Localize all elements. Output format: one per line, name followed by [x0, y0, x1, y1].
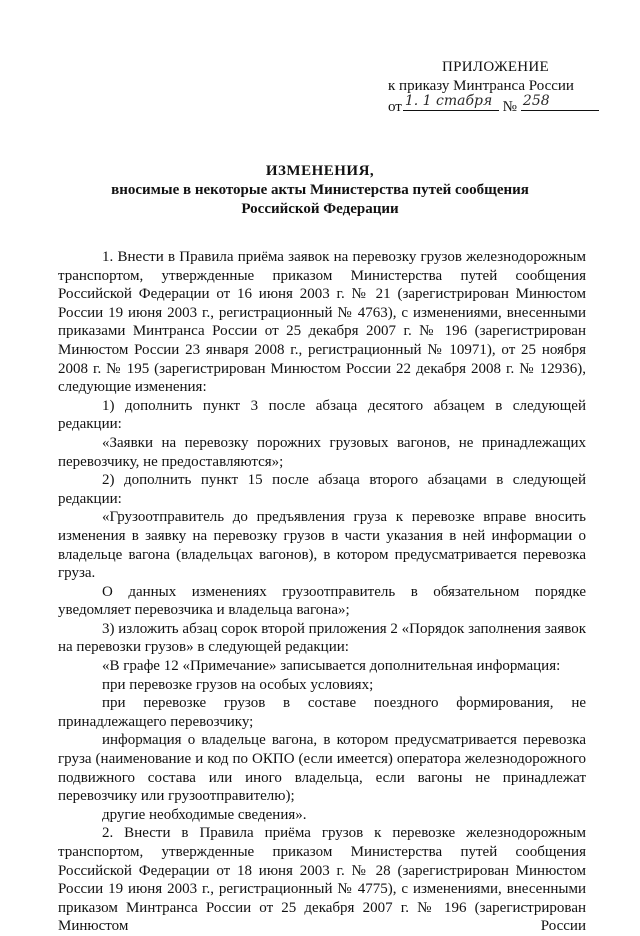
document-heading: [40, 162, 600, 219]
heading-subtitle-line-1: вносимые в некоторые акты Министерства путей сообщения: [111, 182, 529, 198]
number-prefix: №: [502, 99, 517, 115]
paragraph-quote-2-continued: О данных изменениях грузоотправитель в обязательном порядке уведомляет перевозчика и владельца вагона»;: [58, 583, 586, 619]
appendix-date-number-line: [388, 93, 603, 117]
paragraph-special-conditions: при перевозке грузов на особых условиях;: [102, 676, 374, 693]
paragraph-quote-2: «Грузоотправитель до предъявления груза к перевозке вправе вносить изменения в заявку на перевозку грузов в части указания в ней информации о владельце вагона (владельцах вагонов), в котором предусматривается перевозка груза.: [58, 509, 586, 582]
paragraph-item-2: 2. Внести в Правила приёма грузов к перевозке железнодорожным транспортом, утвержденные приказом Министерства путей сообщения Российской Федерации от 18 июня 2003 г. № 28 (зарегистрирован Минюстом России 19 июня 2003 г., регистрационный № 4775), с изменениями, внесенными приказом Минтранса России от 25 декабря 2007 г. № 196 (зарегистрирован Минюстом России: [58, 825, 586, 935]
paragraph-quote-3: «В графе 12 «Примечание» записывается дополнительная информация:: [102, 658, 561, 675]
date-prefix: от: [388, 99, 402, 115]
date-field: [403, 93, 499, 111]
paragraph-wagon-owner-info: информация о владельце вагона, в котором предусматривается перевозка груза (наименование и код по ОКПО (если имеется) оператора железнодорожного подвижного состава или иного владельца, если вагоны не принадлежат перевозчику или грузоотправителю);: [58, 732, 586, 805]
heading-subtitle-line-2: Российской Федерации: [241, 201, 399, 217]
paragraph-item-1: 1. Внести в Правила приёма заявок на перевозку грузов железнодорожным транспортом, утвержденные приказом Министерства путей сообщения Российской Федерации от 16 июня 2003 г. № 21 (зарегистрирован Минюстом России 19 июня 2003 г., регистрационный № 4763), с изменениями, внесенными приказами Минтранса России от 25 декабря 2007 г. № 196 (зарегистрирован Минюстом России 23 января 2008 г., регистрационный № 10971), от 25 ноября 2008 г. № 195 (зарегистрирован Минюстом России 22 декабря 2008 г. № 12936), следующие изменения:: [58, 249, 586, 396]
paragraph-other-info: другие необходимые сведения».: [102, 806, 307, 823]
handwritten-date: 1. 1 стабря: [404, 93, 493, 109]
paragraph-subitem-3: 3) изложить абзац сорок второй приложения 2 «Порядок заполнения заявок на перевозки грузов» в следующей редакции:: [58, 620, 586, 656]
paragraph-subitem-1: 1) дополнить пункт 3 после абзаца десятого абзацем в следующей редакции:: [58, 397, 586, 433]
appendix-order-line: к приказу Минтранса России: [388, 78, 574, 94]
paragraph-train-formation: при перевозке грузов в составе поездного формирования, не принадлежащего перевозчику;: [58, 695, 586, 730]
appendix-block: [388, 58, 603, 117]
paragraph-quote-1: «Заявки на перевозку порожних грузовых вагонов, не принадлежащих перевозчику, не предоставляются»;: [58, 434, 586, 470]
heading-title: ИЗМЕНЕНИЯ,: [265, 163, 375, 179]
handwritten-number: 258: [522, 93, 550, 109]
appendix-title: ПРИЛОЖЕНИЕ: [441, 59, 550, 75]
paragraph-subitem-2: 2) дополнить пункт 15 после абзаца второго абзацами в следующей редакции:: [58, 472, 586, 507]
number-field: [521, 93, 599, 111]
document-body: [58, 248, 586, 936]
